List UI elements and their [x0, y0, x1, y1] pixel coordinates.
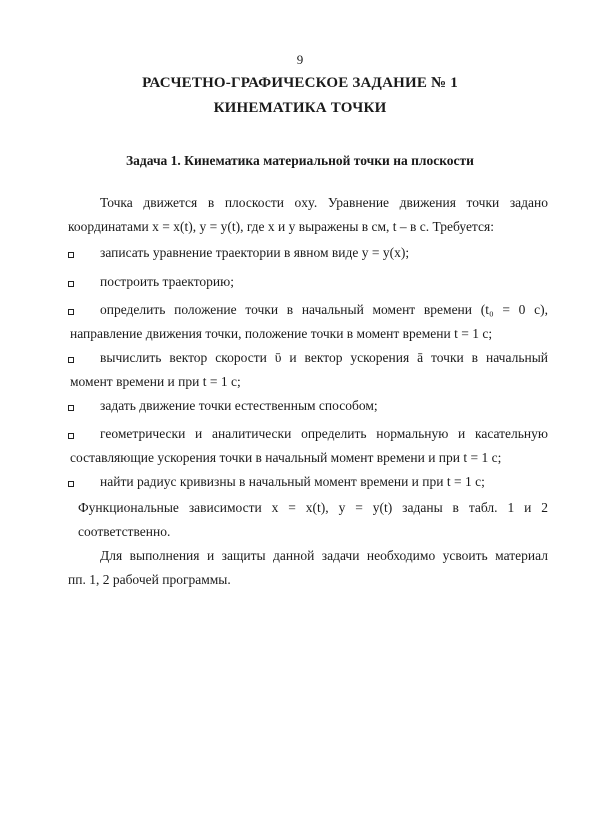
- bullet-box-icon: [68, 252, 74, 258]
- bullet-item-6-line-2: составляющие ускорения точки в начальный момент времени и при t = 1 с;: [70, 450, 502, 465]
- study-line-1: Для выполнения и защиты данной задачи необходимо усвоить материал: [100, 548, 548, 563]
- bullet-box-icon: [68, 281, 74, 287]
- bullet-item-5: задать движение точки естественным способом;: [100, 398, 378, 413]
- bullet-item-3-line-2: направление движения точки, положение точки в момент времени t = 1 с;: [70, 326, 493, 341]
- functional-line-2: соответственно.: [78, 524, 171, 539]
- assignment-title: РАСЧЕТНО-ГРАФИЧЕСКОЕ ЗАДАНИЕ № 1: [142, 75, 458, 91]
- bullet-box-icon: [68, 405, 74, 411]
- assignment-subtitle: КИНЕМАТИКА ТОЧКИ: [213, 100, 387, 116]
- bullet-item-3-line-1: определить положение точки в начальный момент времени (t₀ = 0 с),: [100, 302, 548, 317]
- bullet-item-4-line-1: вычислить вектор скорости ῡ и вектор ускорения ā точки в начальный: [100, 350, 548, 365]
- bullet-item-1: записать уравнение траектории в явном виде y = y(x);: [100, 245, 410, 260]
- intro-line-2: координатами x = x(t), y = y(t), где x и y выражены в см, t – в с. Требуется:: [68, 219, 494, 234]
- bullet-item-2: построить траекторию;: [100, 274, 234, 289]
- bullet-box-icon: [68, 481, 74, 487]
- bullet-item-7: найти радиус кривизны в начальный момент времени и при t = 1 с;: [100, 474, 485, 489]
- task-heading: Задача 1. Кинематика материальной точки на плоскости: [126, 153, 474, 168]
- page-number: 9: [296, 52, 304, 67]
- study-line-2: пп. 1, 2 рабочей программы.: [68, 572, 231, 587]
- bullet-box-icon: [68, 309, 74, 315]
- bullet-item-6-line-1: геометрически и аналитически определить нормальную и касательную: [100, 426, 548, 441]
- bullet-item-4-line-2: момент времени и при t = 1 с;: [70, 374, 241, 389]
- bullet-box-icon: [68, 433, 74, 439]
- functional-line-1: Функциональные зависимости x = x(t), y = y(t) заданы в табл. 1 и 2: [78, 500, 548, 515]
- bullet-box-icon: [68, 357, 74, 363]
- intro-line-1: Точка движется в плоскости oxy. Уравнение движения точки задано: [100, 195, 548, 210]
